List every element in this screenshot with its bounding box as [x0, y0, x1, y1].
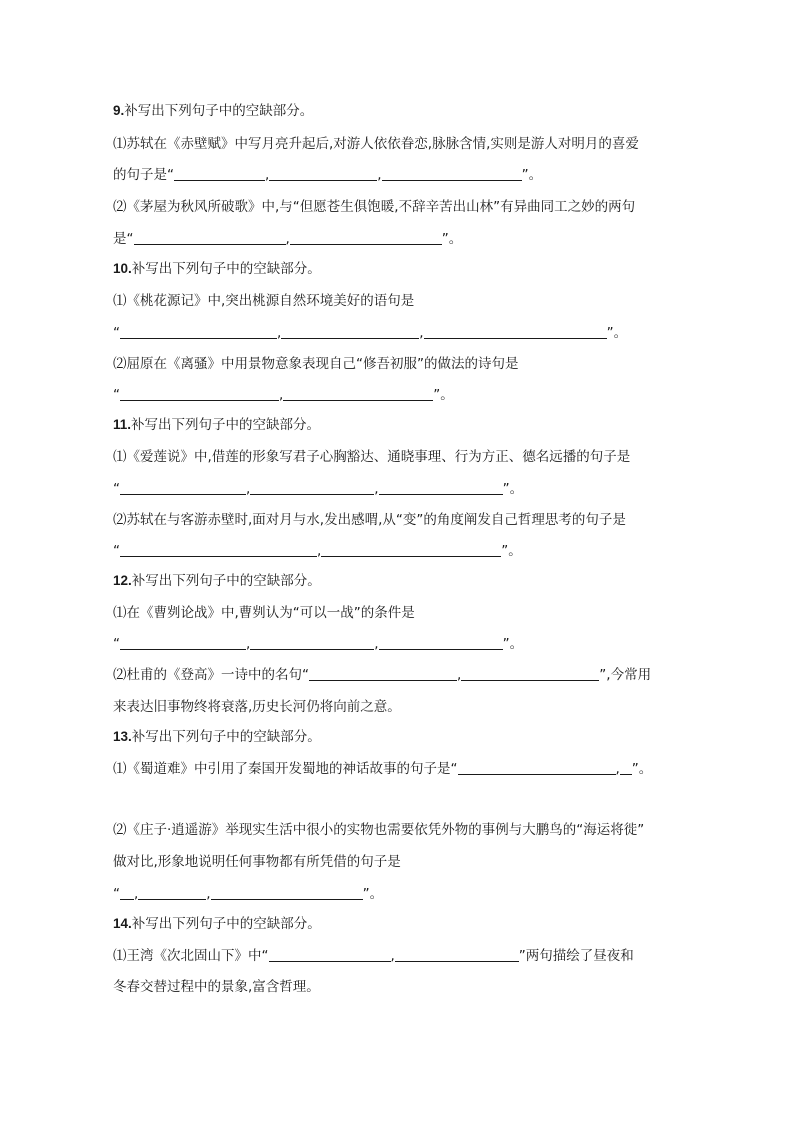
answer-blank[interactable]: [250, 480, 374, 495]
q13-part2-answer-line: “ , , ”。: [113, 886, 384, 902]
q10-part1-text: ⑴《桃花源记》中,突出桃源自然环境美好的语句是: [113, 293, 415, 309]
answer-blank[interactable]: [281, 324, 419, 339]
answer-blank[interactable]: [138, 885, 206, 900]
q12-part1-answer-line: “ , , ”。: [113, 636, 524, 652]
answer-blank[interactable]: [120, 885, 134, 900]
answer-blank[interactable]: [120, 635, 246, 650]
q13-part1-text: ⑴《蜀道难》中引用了秦国开发蜀地的神话故事的句子是“ , ”。: [113, 761, 653, 777]
q10-part1-answer-line: “ , , ”。: [113, 325, 628, 341]
answer-blank[interactable]: [290, 230, 442, 245]
question-12-title: 12.补写出下列句子中的空缺部分。: [113, 573, 321, 589]
answer-blank[interactable]: [211, 885, 363, 900]
answer-blank[interactable]: [250, 635, 374, 650]
q9-part2-answer-line: 是“ , ”。: [113, 231, 463, 247]
answer-blank[interactable]: [395, 947, 519, 962]
answer-blank[interactable]: [461, 666, 599, 681]
answer-blank[interactable]: [382, 166, 522, 181]
answer-blank[interactable]: [269, 947, 391, 962]
q13-part2-text: ⑵《庄子·逍遥游》举现实生活中很小的实物也需要依凭外物的事例与大鹏鸟的“海运将徙”: [113, 822, 645, 838]
q11-part1-text: ⑴《爱莲说》中,借莲的形象写君子心胸豁达、通晓事理、行为方正、德名远播的句子是: [113, 449, 631, 465]
question-9-title: 9.补写出下列句子中的空缺部分。: [113, 103, 314, 119]
q12-part2-text: ⑵杜甫的《登高》一诗中的名句“ , ”,今常用: [113, 667, 652, 683]
answer-blank[interactable]: [283, 386, 433, 401]
answer-blank[interactable]: [269, 166, 377, 181]
q12-part1-text: ⑴在《曹刿论战》中,曹刿认为“可以一战”的条件是: [113, 605, 415, 621]
answer-blank[interactable]: [309, 666, 457, 681]
answer-blank[interactable]: [120, 386, 279, 401]
answer-blank[interactable]: [424, 324, 607, 339]
answer-blank[interactable]: [458, 760, 616, 775]
q12-part2-continuation: 来表达旧事物终将衰落,历史长河仍将向前之意。: [113, 699, 401, 715]
question-14-title: 14.补写出下列句子中的空缺部分。: [113, 916, 321, 932]
answer-blank[interactable]: [120, 542, 317, 557]
q9-part1-text: ⑴苏轼在《赤壁赋》中写月亮升起后,对游人依依眷恋,脉脉含情,实则是游人对明月的喜爱: [113, 136, 639, 152]
q10-part2-answer-line: “ , ”。: [113, 387, 454, 403]
q11-part1-answer-line: “ , , ”。: [113, 481, 524, 497]
answer-blank[interactable]: [321, 542, 501, 557]
answer-blank[interactable]: [379, 635, 503, 650]
question-11-title: 11.补写出下列句子中的空缺部分。: [113, 417, 321, 433]
question-13-title: 13.补写出下列句子中的空缺部分。: [113, 729, 321, 745]
q9-part1-answer-line: 的句子是“ , , ”。: [113, 167, 543, 183]
q10-part2-text: ⑵屈原在《离骚》中用景物意象表现自己“修吾初服”的做法的诗句是: [113, 356, 519, 372]
q11-part2-answer-line: “ , ”。: [113, 543, 522, 559]
answer-blank[interactable]: [134, 230, 286, 245]
answer-blank[interactable]: [174, 166, 265, 181]
answer-blank[interactable]: [120, 480, 246, 495]
answer-blank[interactable]: [379, 480, 503, 495]
question-10-title: 10.补写出下列句子中的空缺部分。: [113, 261, 321, 277]
q14-part1-continuation: 冬春交替过程中的景象,富含哲理。: [113, 979, 320, 995]
answer-blank[interactable]: [120, 324, 277, 339]
q11-part2-text: ⑵苏轼在与客游赤壁时,面对月与水,发出感喟,从“变”的角度阐发自己哲理思考的句子是: [113, 512, 626, 528]
q9-part2-text: ⑵《茅屋为秋风所破歌》中,与“但愿苍生俱饱暖,不辞辛苦出山林”有异曲同工之妙的两句: [113, 199, 636, 215]
answer-blank[interactable]: [620, 760, 632, 775]
q13-part2-continuation: 做对比,形象地说明任何事物都有所凭借的句子是: [113, 854, 401, 870]
q14-part1-text: ⑴王湾《次北固山下》中“ , ”两句描绘了昼夜和: [113, 948, 634, 964]
